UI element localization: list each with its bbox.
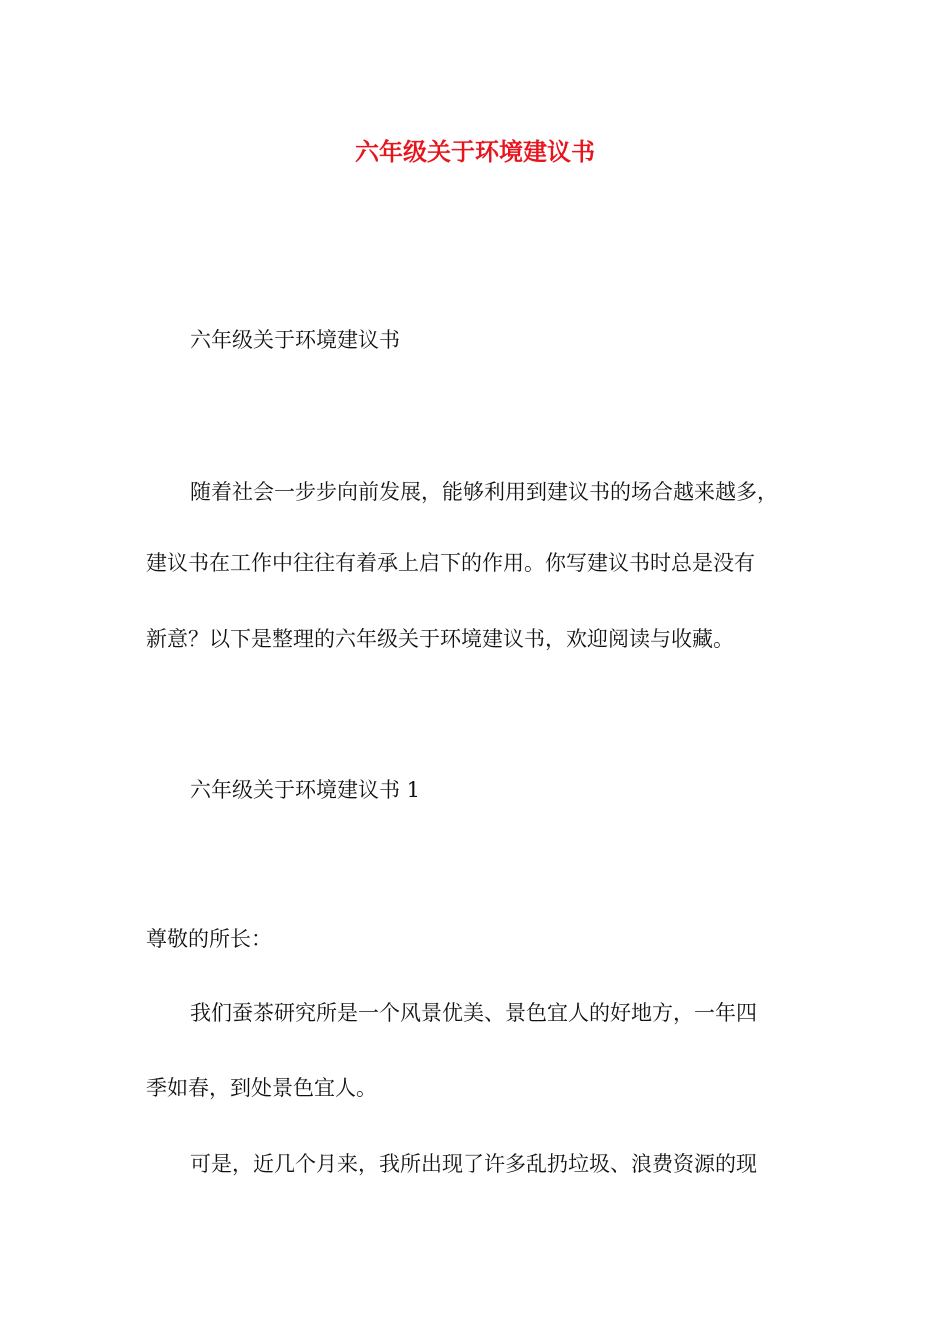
document-subtitle: 六年级关于环境建议书 <box>190 328 400 352</box>
body-line-2: 季如春，到处景色宜人。 <box>146 1076 377 1100</box>
intro-line-2: 建议书在工作中往往有着承上启下的作用。你写建议书时总是没有 <box>146 551 755 575</box>
salutation: 尊敬的所长： <box>146 927 272 951</box>
document-title: 六年级关于环境建议书 <box>355 138 595 166</box>
intro-line-1: 随着社会一步步向前发展，能够利用到建议书的场合越来越多， <box>190 480 778 504</box>
body-line-1: 我们蚕茶研究所是一个风景优美、景色宜人的好地方，一年四 <box>190 1001 757 1025</box>
body-line-3: 可是，近几个月来，我所出现了许多乱扔垃圾、浪费资源的现 <box>190 1152 757 1176</box>
section-heading: 六年级关于环境建议书 1 <box>190 778 421 802</box>
intro-line-3: 新意？以下是整理的六年级关于环境建议书，欢迎阅读与收藏。 <box>146 627 734 651</box>
